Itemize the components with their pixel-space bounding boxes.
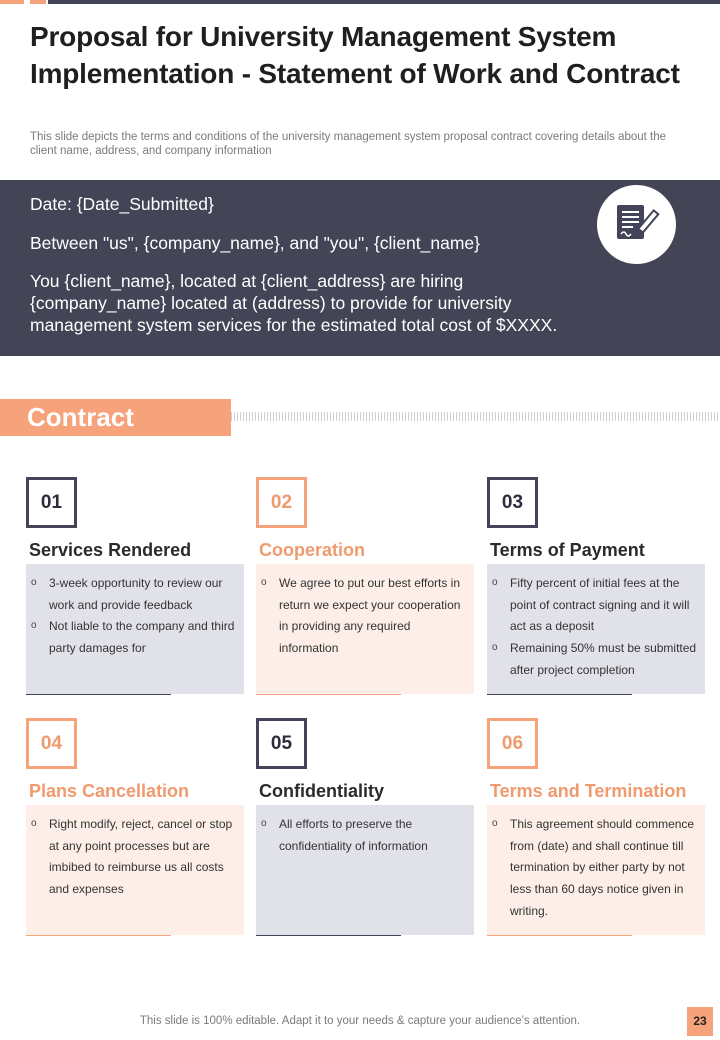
card-body	[256, 805, 474, 935]
page-title: Proposal for University Management System Implementation - Statement of Work and Contract	[30, 21, 680, 89]
card-underline	[487, 694, 632, 695]
section-divider-hatch	[231, 412, 720, 421]
contract-section-label: Contract	[27, 402, 134, 432]
card-bullet: o Remaining 50% must be submitted after project completion	[492, 638, 699, 681]
page-number: 23	[687, 1007, 713, 1036]
card-underline	[487, 935, 632, 936]
page-subtitle: This slide depicts the terms and conditions of the university management system proposal contract covering details about the client name, address, and company information	[30, 131, 667, 157]
card-bullet: o Not liable to the company and third party damages for	[31, 616, 238, 659]
card-bullet: o Right modify, reject, cancel or stop at any point processes but are imbibed to reimburse us all costs and expenses	[31, 814, 238, 901]
card-number: 03	[487, 477, 538, 528]
footer-note: This slide is 100% editable. Adapt it to your needs & capture your audience’s attention.	[139, 1015, 581, 1027]
parties-line: Between "us", {company_name}, and "you", {client_name}	[30, 233, 481, 253]
card-underline	[26, 694, 171, 695]
card-bullet: o Fifty percent of initial fees at the point of contract signing and it will act as a deposit	[492, 573, 699, 638]
card-title: Plans Cancellation	[29, 781, 190, 801]
date-line: Date: {Date_Submitted}	[30, 194, 214, 214]
contract-document-icon	[597, 185, 676, 264]
hiring-statement: You {client_name}, located at {client_address} are hiring {company_name} located at (address) to provide for university management system services for the estimated total cost of $XXXX.	[30, 271, 558, 335]
card-title: Terms and Termination	[490, 781, 687, 801]
card-bullet: o This agreement should commence from (date) and shall continue till termination by either party by not less than 60 days notice given in writing.	[492, 814, 699, 923]
card-title: Cooperation	[259, 540, 365, 560]
card-bullet: o We agree to put our best efforts in return we expect your cooperation in providing any required information	[261, 573, 468, 660]
card-underline	[26, 935, 171, 936]
card-number: 02	[256, 477, 307, 528]
card-title: Terms of Payment	[490, 540, 645, 560]
card-body	[256, 564, 474, 694]
card-body	[26, 805, 244, 935]
top-dark-bar	[48, 0, 720, 4]
top-accent-bar	[0, 0, 24, 4]
card-underline	[256, 694, 401, 695]
card-number: 01	[26, 477, 77, 528]
card-underline	[256, 935, 401, 936]
card-number: 04	[26, 718, 77, 769]
card-body	[487, 564, 705, 694]
card-title: Services Rendered	[29, 540, 192, 560]
card-body	[26, 564, 244, 694]
contract-section-tab	[0, 399, 231, 436]
card-body	[487, 805, 705, 935]
card-title: Confidentiality	[259, 781, 384, 801]
top-accent-bar	[30, 0, 46, 4]
card-number: 05	[256, 718, 307, 769]
contract-summary-banner	[0, 180, 720, 356]
card-bullet: o 3-week opportunity to review our work and provide feedback	[31, 573, 238, 616]
card-bullet: o All efforts to preserve the confidentiality of information	[261, 814, 468, 857]
card-number: 06	[487, 718, 538, 769]
